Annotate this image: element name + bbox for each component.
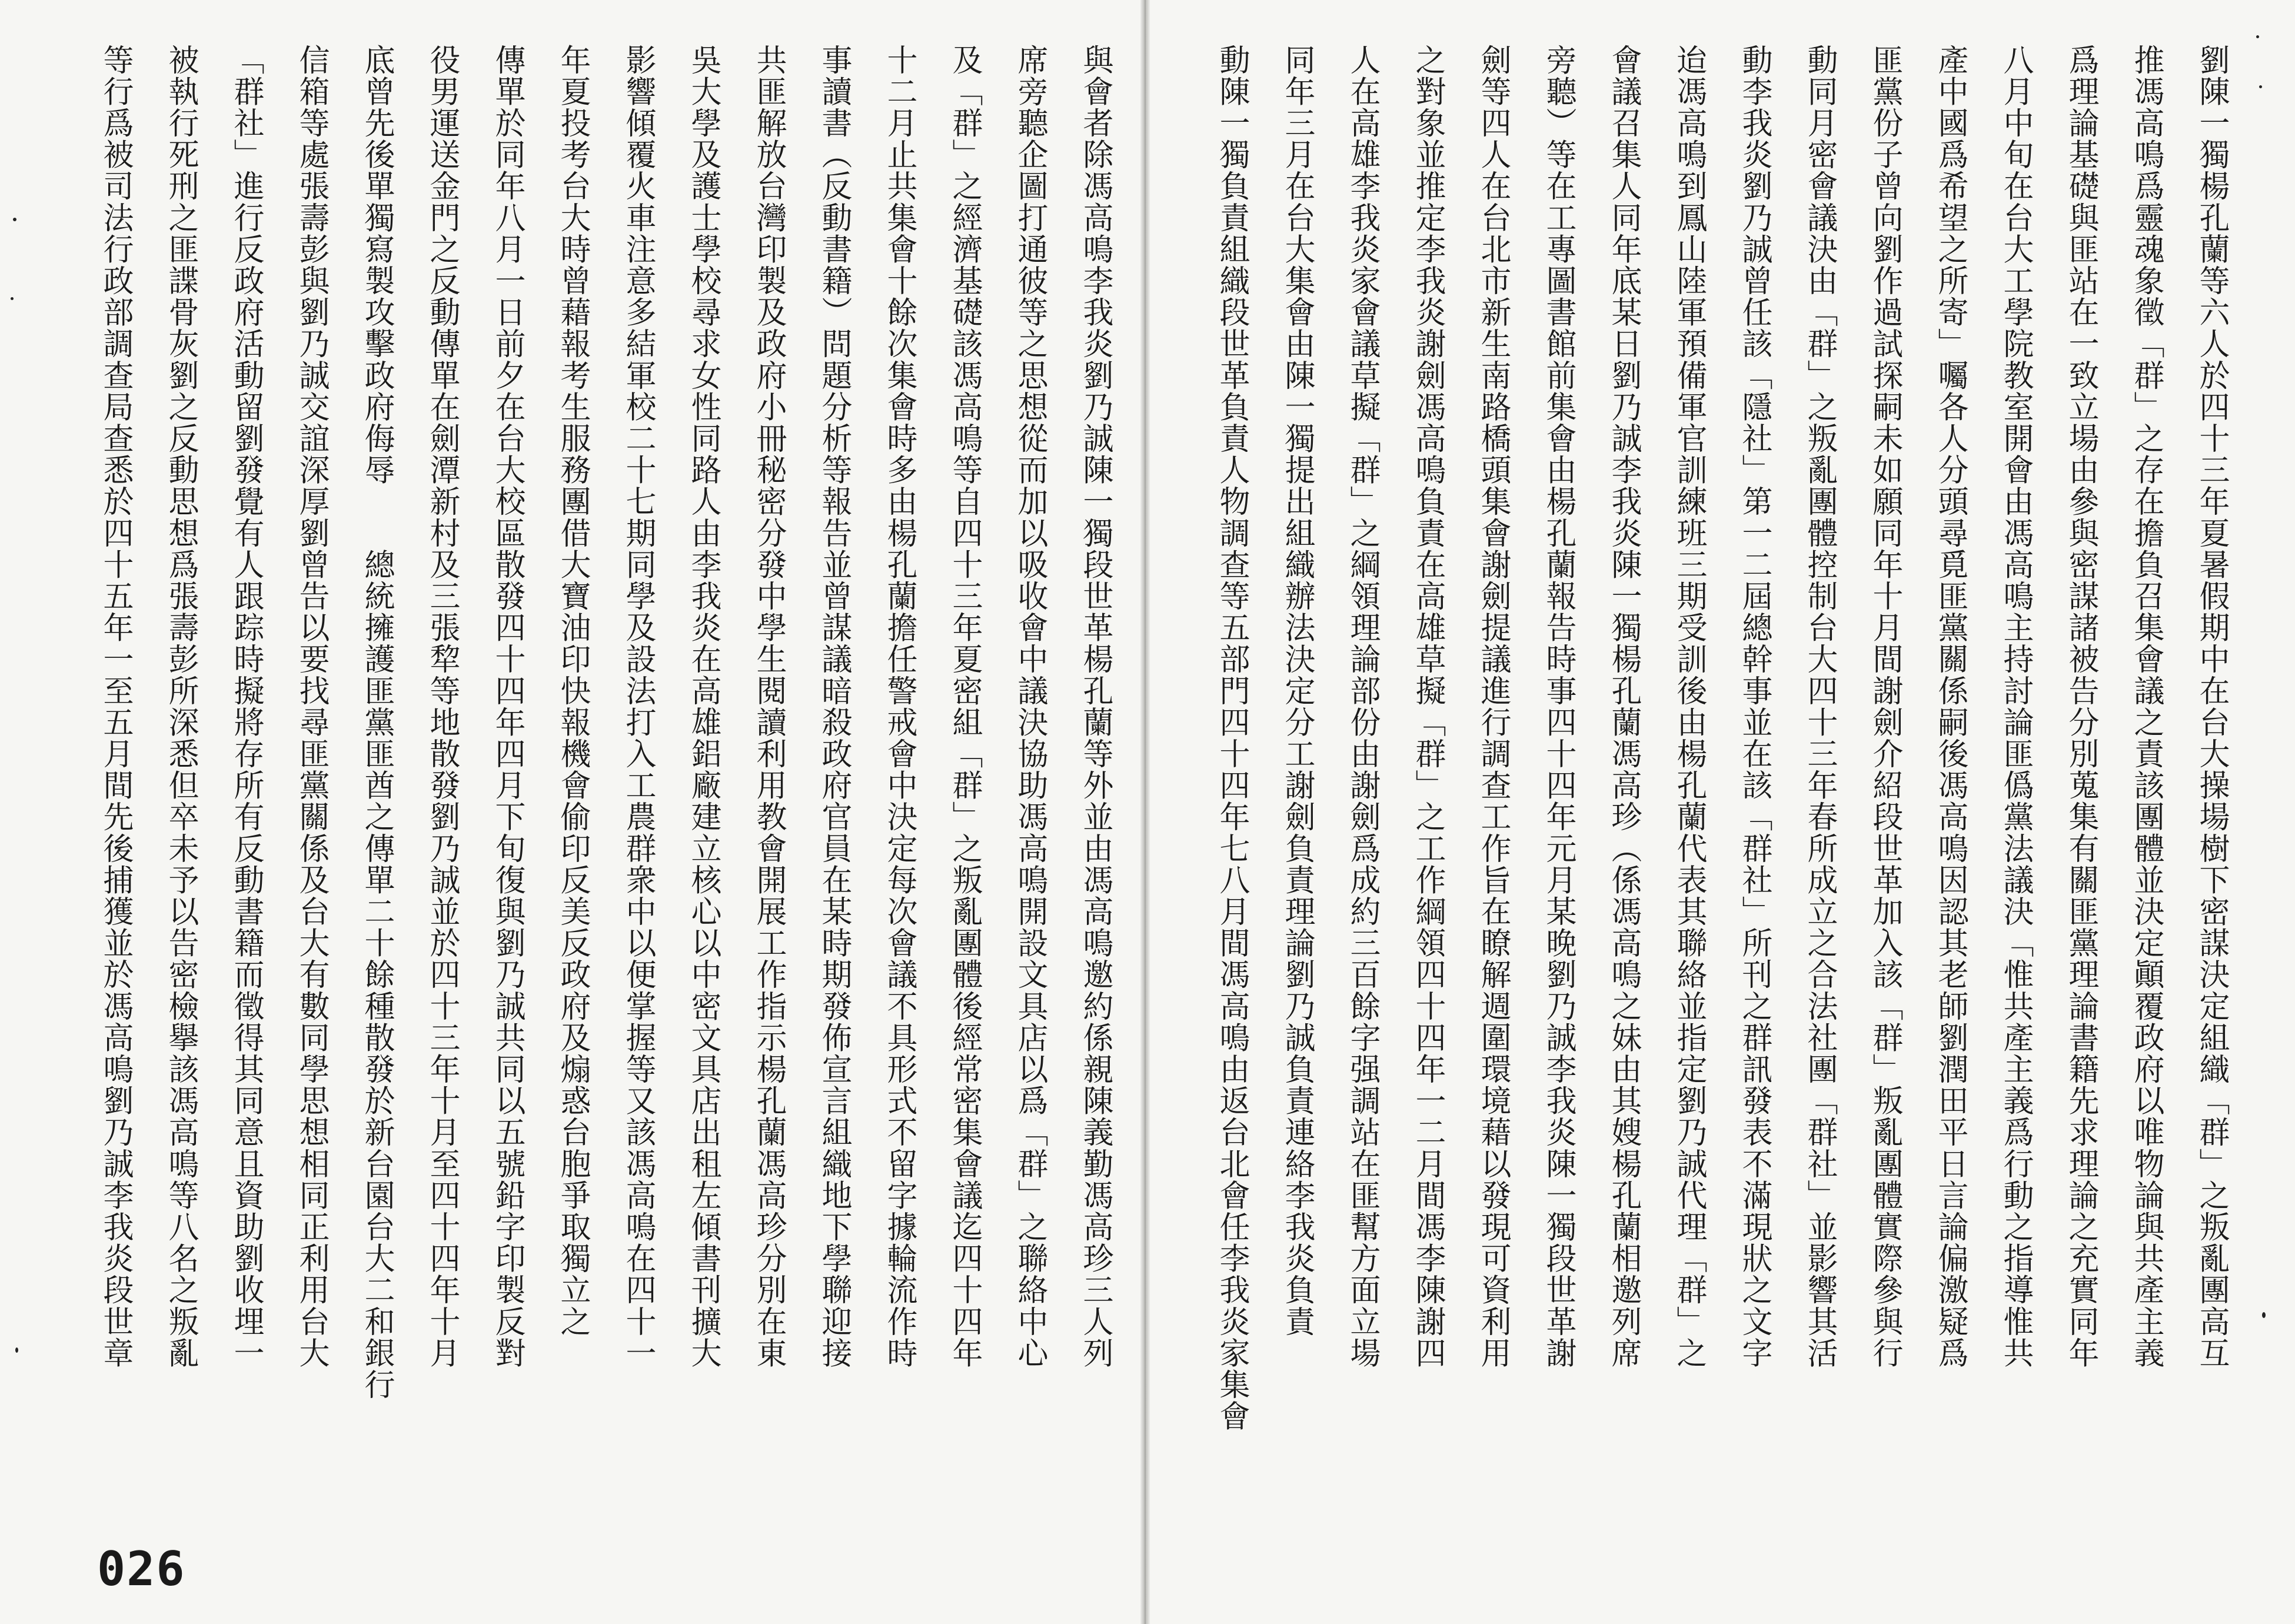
text-column: 事讀書（反動書籍）問題分析等報告並曾謀議暗殺政府官員在某時期發佈宣言組織地下學聯迎接 — [816, 44, 852, 1369]
text-column: 底曾先後單獨寫製攻擊政府侮辱 總統擁護匪黨匪酋之傳單二十餘種散發於新台園台大二和銀行 — [359, 44, 394, 1400]
text-column: 等行爲被司法行政部調查局查悉於四十五年一至五月間先後捕獲並於馮高鳴劉乃誠李我炎段世章 — [98, 44, 133, 1369]
text-column: 會議召集人同年底某日劉乃誠李我炎陳一獨楊孔蘭馮高珍（係馮高鳴之妹由其嫂楊孔蘭相邀列席 — [1606, 44, 1641, 1369]
text-column: 席旁聽企圖打通彼等之思想從而加以吸收會中議決協助馮高鳴開設文具店以爲「群」之聯絡中心 — [1012, 44, 1047, 1369]
scan-speck — [15, 1347, 18, 1353]
scan-speck — [2256, 35, 2259, 38]
text-column: 推馮高鳴爲靈魂象徵「群」之存在擔負召集會議之責該團體並決定顚覆政府以唯物論與共產主義 — [2128, 44, 2164, 1369]
left-page — [0, 0, 1140, 1624]
scan-speck — [2259, 85, 2262, 88]
text-column: 影響傾覆火車注意多結軍校二十七期同學及設法打入工農群衆中以便掌握等又該馮高鳴在四十一 — [620, 44, 656, 1369]
text-column: 匪黨份子曾向劉作過試探嗣未如願同年十月間謝劍介紹段世革加入該「群」叛亂團體實際參與行 — [1867, 44, 1902, 1369]
text-column: 及「群」之經濟基礎該馮高鳴等自四十三年夏密組「群」之叛亂團體後經常密集會議迄四十四年 — [947, 44, 982, 1369]
text-column: 「群社」進行反政府活動留劉發覺有人跟踪時擬將存所有反動書籍而徵得其同意且資助劉收埋一 — [228, 44, 264, 1369]
text-column: 產中國爲希望之所寄」囑各人分頭尋覓匪黨關係嗣後馮高鳴因認其老師劉潤田平日言論偏激疑爲 — [1933, 44, 1968, 1369]
text-column: 役男運送金門之反動傳單在劍潭新村及三張犂等地散發劉乃誠並於四十三年十月至四十四年十月 — [424, 44, 460, 1369]
text-column: 動陳一獨負責組織段世革負責人物調查等五部門四十四年七八月間馮高鳴由返台北會任李我炎家集會 — [1214, 44, 1249, 1432]
text-column: 之對象並推定李我炎謝劍馮高鳴負責在高雄草擬「群」之工作綱領四十四年一二月間馮李陳謝四 — [1410, 44, 1445, 1369]
text-column: 傳單於同年八月一日前夕在台大校區散發四十四年四月下旬復與劉乃誠共同以五號鉛字印製反對 — [490, 44, 525, 1369]
book-gutter — [1140, 0, 1150, 1624]
text-column: 十二月止共集會十餘次集會時多由楊孔蘭擔任警戒會中決定每次會議不具形式不留字據輪流作時 — [882, 44, 917, 1369]
text-column: 共匪解放台灣印製及政府小冊秘密分發中學生閱讀利用教會開展工作指示楊孔蘭馮高珍分別在東 — [751, 44, 786, 1369]
text-column: 劍等四人在台北市新生南路橋頭集會謝劍提議進行調查工作旨在瞭解週圍環境藉以發現可資利用 — [1475, 44, 1511, 1369]
text-column: 人在高雄李我炎家會議草擬「群」之綱領理論部份由謝劍爲成約三百餘字强調站在匪幫方面立場 — [1345, 44, 1380, 1369]
text-column: 被執行死刑之匪諜骨灰劉之反動思想爲張壽彭所深悉但卒未予以告密檢擧該馮高鳴等八名之叛亂 — [163, 44, 198, 1369]
text-column: 吳大學及護士學校尋求女性同路人由李我炎在高雄鋁廠建立核心以中密文具店出租左傾書刊擴大 — [686, 44, 721, 1369]
text-column: 動同月密會議決由「群」之叛亂團體控制台大四十三年春所成立之合法社團「群社」並影響其活 — [1802, 44, 1837, 1369]
scan-speck — [11, 297, 14, 300]
scan-speck — [2262, 1312, 2266, 1318]
right-page — [1150, 0, 2295, 1624]
text-column: 年夏投考台大時曾藉報考生服務團借大寶油印快報機會偷印反美反政府及煽惑台胞爭取獨立之 — [555, 44, 590, 1337]
text-column: 迨馮高鳴到鳳山陸軍預備軍官訓練班三期受訓後由楊孔蘭代表其聯絡並指定劉乃誠代理「群」之 — [1671, 44, 1707, 1369]
text-column: 爲理論基礎與匪站在一致立場由參與密謀諸被告分別蒐集有關匪黨理論書籍先求理論之充實同年 — [2063, 44, 2098, 1369]
text-column: 劉陳一獨楊孔蘭等六人於四十三年夏暑假期中在台大操場樹下密謀決定組織「群」之叛亂團高互 — [2194, 44, 2229, 1369]
page-number: 026 — [97, 1542, 186, 1596]
text-column: 八月中旬在台大工學院教室開會由馮高鳴主持討論匪僞黨法議決「惟共產主義爲行動之指導惟共 — [1998, 44, 2033, 1369]
text-column: 動李我炎劉乃誠曾任該「隱社」第一二屆總幹事並在該「群社」所刊之群訊發表不滿現狀之文字 — [1737, 44, 1772, 1369]
text-column: 信箱等處張壽彭與劉乃誠交誼深厚劉曾告以要找尋匪黨關係及台大有數同學思想相同正利用台大 — [294, 44, 329, 1369]
text-column: 與會者除馮高鳴李我炎劉乃誠陳一獨段世革楊孔蘭等外並由馮高鳴邀約係親陳義勤馮高珍三人列 — [1077, 44, 1113, 1369]
scan-speck — [13, 218, 16, 221]
text-column: 旁聽）等在工專圖書館前集會由楊孔蘭報告時事四十四年元月某晚劉乃誠李我炎陳一獨段世革謝 — [1541, 44, 1576, 1369]
text-column: 同年三月在台大集會由陳一獨提出組織辦法決定分工謝劍負責理論劉乃誠負責連絡李我炎負責 — [1279, 44, 1315, 1337]
